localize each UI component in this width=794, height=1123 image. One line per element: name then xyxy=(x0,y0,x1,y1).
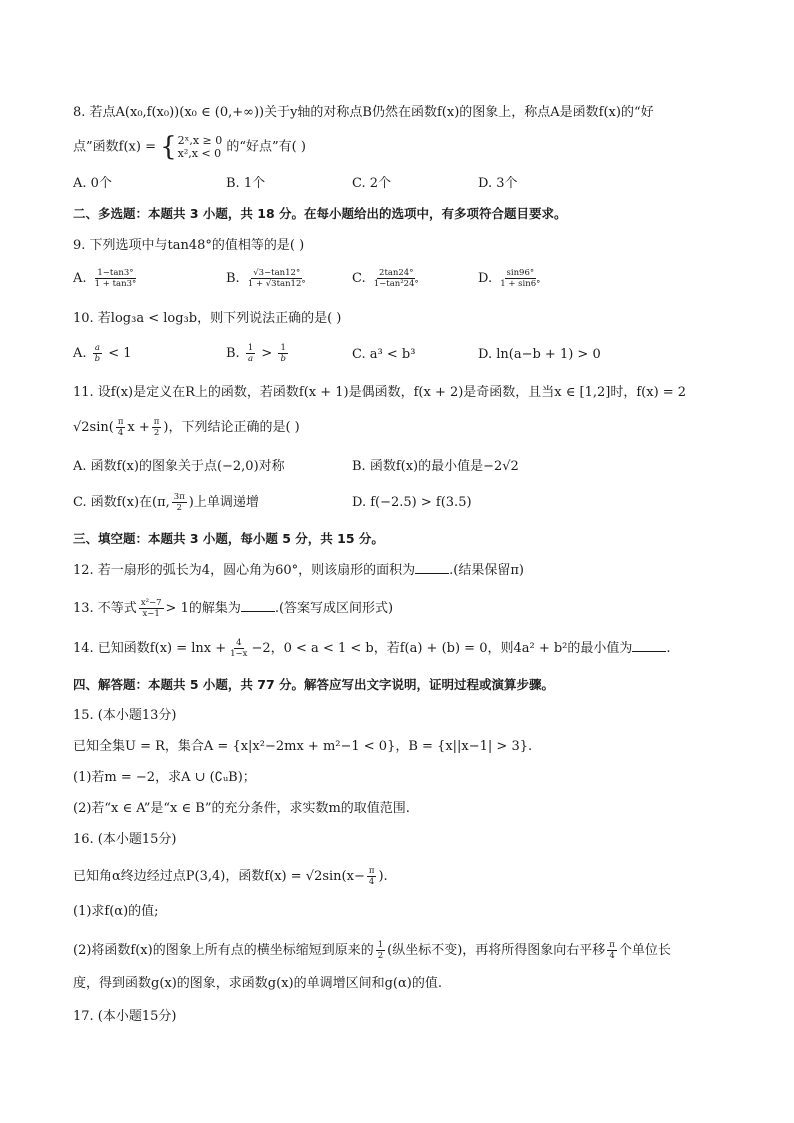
q10-a-label: A. xyxy=(73,346,87,361)
q10-b-denominator-2: b xyxy=(280,354,286,364)
q11-c-text-a: C. 函数f(x)在(π, xyxy=(73,495,170,510)
q13-text-b: > 1的解集为 xyxy=(165,601,241,616)
q16-stem-text-a: 已知角α终边经过点P(3,4)，函数f(x) = √2sin(x− xyxy=(73,869,365,884)
q16-part2-line2: 度，得到函数g(x)的图象，求函数g(x)的单调增区间和g(α)的值. xyxy=(73,976,442,991)
q10-b-denominator-1: a xyxy=(248,354,254,364)
q16-p2-numerator-2: π xyxy=(609,940,615,950)
q9-option-c xyxy=(352,268,423,289)
q9-c-label: C. xyxy=(352,271,366,286)
q13-text-a: 13. 不等式 xyxy=(73,601,137,616)
q13-answer-blank xyxy=(241,599,275,612)
q8-line2 xyxy=(73,134,733,160)
q16-part1: (1)求f(α)的值; xyxy=(73,904,159,919)
q10-b-numerator-1: 1 xyxy=(247,343,254,353)
q16-p2-text-a: (2)将函数f(x)的图象上所有点的横坐标缩短到原来的 xyxy=(73,943,374,958)
q11-option-b: B. 函数f(x)的最小值是−2√2 xyxy=(352,459,519,474)
q16-stem-text-b: ). xyxy=(378,869,388,884)
piecewise-function xyxy=(160,134,222,160)
q10-a-numerator: a xyxy=(94,343,100,353)
q11-text-c: )，下列结论正确的是( ) xyxy=(163,420,300,435)
q13-text-c: .(答案写成区间形式) xyxy=(274,601,394,616)
q8-suffix: 的“好点”有( ) xyxy=(226,139,306,155)
q11-line2 xyxy=(73,417,733,438)
q16-p2-denominator-1: 2 xyxy=(377,951,384,961)
section-fill-blank-heading: 三、填空题：本题共 3 小题，每小题 5 分，共 15 分。 xyxy=(73,531,384,546)
q9-option-d xyxy=(478,268,544,289)
q14-text-c: . xyxy=(666,641,671,656)
q11-text-b: x + xyxy=(127,420,150,435)
q11-c-text-b: )上单调递增 xyxy=(188,495,259,510)
q13-numerator: x²−7 xyxy=(140,598,162,608)
q10-option-c: C. a³ < b³ xyxy=(352,347,416,362)
q10-a-tail: < 1 xyxy=(108,346,132,361)
q11-option-c xyxy=(73,492,259,513)
q11-frac1-denominator: 4 xyxy=(117,428,124,438)
section-problems-heading: 四、解答题：本题共 5 小题，共 77 分。解答应写出文字说明，证明过程或演算步骤。 xyxy=(73,677,555,692)
q14-text-a: 14. 已知函数f(x) = lnx + xyxy=(73,641,227,656)
q11-text-a: √2sin( xyxy=(73,420,114,435)
q8-line1: 8. 若点A(x₀,f(x₀))(x₀ ∈ (0,+∞))关于y轴的对称点B仍然在函数f(x)的图象上，称点A是函数f(x)的“好 xyxy=(73,105,654,120)
q9-a-label: A. xyxy=(73,271,87,286)
q16-stem xyxy=(73,866,733,887)
q15-stem: 已知全集U = R，集合A = {x|x²−2mx + m²−1 < 0}，B = {x||x−1| > 3}. xyxy=(73,739,533,754)
q11-option-a: A. 函数f(x)的图象关于点(−2,0)对称 xyxy=(73,459,285,474)
q9-a-numerator: 1−tan3° xyxy=(97,268,134,278)
q11-c-denominator: 2 xyxy=(176,503,182,513)
q9-d-label: D. xyxy=(478,271,493,286)
q9-a-denominator: 1 + tan3° xyxy=(94,279,137,289)
q9-b-numerator: √3−tan12° xyxy=(253,268,301,278)
q8-case2: x²,x < 0 xyxy=(177,147,222,160)
q11-frac1-numerator: π xyxy=(117,417,124,427)
q12-text-b: .(结果保留π) xyxy=(449,563,524,578)
q9-d-denominator: 1 + sin6° xyxy=(500,279,541,289)
q10-option-a xyxy=(73,343,132,364)
q9-stem: 9. 下列选项中与tan48°的值相等的是( ) xyxy=(73,238,305,253)
q9-d-numerator: sin96° xyxy=(506,268,535,278)
q16-p2-text-c: 个单位长 xyxy=(618,943,671,958)
brace-symbol: { xyxy=(160,132,177,162)
q8-option-a: A. 0个 xyxy=(73,176,112,191)
q8-case1: 2ˣ,x ≥ 0 xyxy=(177,134,223,147)
q9-option-b xyxy=(226,268,310,289)
q15-part1: (1)若m = −2，求A ∪ (∁ᵤB)； xyxy=(73,770,256,785)
q16-p2-text-b: (纵坐标不变)，再将所得图象向右平移 xyxy=(387,943,606,958)
q12 xyxy=(73,561,733,580)
q16-head: 16. (本小题15分) xyxy=(73,832,177,847)
q9-c-denominator: 1−tan²24° xyxy=(373,279,419,289)
q16-p2-denominator-2: 4 xyxy=(609,951,615,961)
q9-option-a xyxy=(73,268,140,289)
q9-c-numerator: 2tan24° xyxy=(379,268,414,278)
q10-b-label: B. xyxy=(226,346,240,361)
q12-text-a: 12. 若一扇形的弧长为4，圆心角为60°，则该扇形的面积为 xyxy=(73,563,416,578)
q11-line1: 11. 设f(x)是定义在R上的函数，若函数f(x + 1)是偶函数，f(x + 2)是奇函数，且当x ∈ [1,2]时，f(x) = 2 xyxy=(73,385,687,400)
q8-option-b: B. 1个 xyxy=(226,176,266,191)
q14-numerator: 4 xyxy=(236,638,242,648)
q9-b-denominator: 1 + √3tan12° xyxy=(247,279,306,289)
q8-option-c: C. 2个 xyxy=(352,176,392,191)
q17-head: 17. (本小题15分) xyxy=(73,1009,177,1024)
q10-a-denominator: b xyxy=(94,354,101,364)
q10-b-numerator-2: 1 xyxy=(280,343,286,353)
q14-denominator: 1−x xyxy=(230,649,248,659)
q10-option-b xyxy=(226,343,290,364)
q12-answer-blank xyxy=(415,561,449,574)
q16-stem-numerator: π xyxy=(368,866,375,876)
q15-head: 15. (本小题13分) xyxy=(73,708,177,723)
q9-b-label: B. xyxy=(226,271,240,286)
section-multiple-choice-heading: 二、多选题：本题共 3 小题，共 18 分。在每小题给出的选项中，有多项符合题目要求。 xyxy=(73,206,567,221)
q14-answer-blank xyxy=(632,639,666,652)
q13-denominator: x−1 xyxy=(142,609,160,619)
q10-b-operator: > xyxy=(261,346,273,361)
q16-p2-numerator-1: 1 xyxy=(377,940,384,950)
q11-option-d: D. f(−2.5) > f(3.5) xyxy=(352,495,472,510)
q16-part2-line1 xyxy=(73,940,733,961)
q8-option-d: D. 3个 xyxy=(478,176,518,191)
q14-text-b: −2，0 < a < 1 < b，若f(a) + (b) = 0，则4a² + b²的最小值为 xyxy=(251,641,633,656)
q15-part2: (2)若“x ∈ A”是“x ∈ B”的充分条件，求实数m的取值范围. xyxy=(73,801,410,816)
q11-frac2-denominator: 2 xyxy=(153,428,160,438)
q13 xyxy=(73,598,733,619)
q11-frac2-numerator: π xyxy=(153,417,160,427)
q11-c-numerator: 3π xyxy=(173,492,185,502)
q10-option-d: D. ln(a−b + 1) > 0 xyxy=(478,347,601,362)
q8-prefix: 点”函数f(x) = xyxy=(73,139,156,155)
q10-stem: 10. 若log₃a < log₃b，则下列说法正确的是( ) xyxy=(73,311,342,326)
q16-stem-denominator: 4 xyxy=(368,877,375,887)
q14 xyxy=(73,638,733,659)
